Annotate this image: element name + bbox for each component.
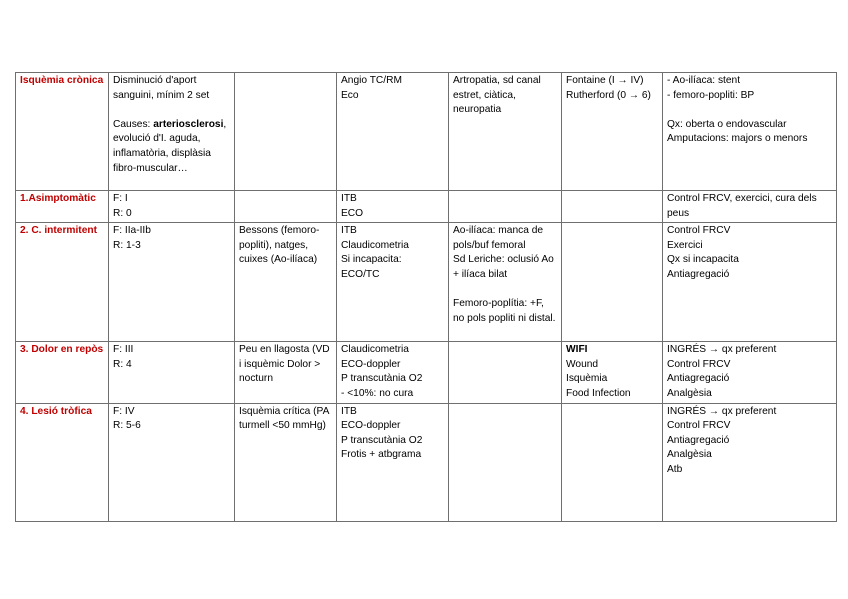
cell-line: ITB: [341, 225, 357, 237]
ischemia-table: [15, 72, 837, 522]
row-name: 4. Lesió tròfica: [20, 405, 92, 417]
cell-line: Disminució d'aport sanguini, mínim 2 set: [113, 75, 210, 101]
symptom-cell: [235, 223, 337, 342]
cell-line: ECO: [341, 207, 364, 219]
symptom-cell: [235, 342, 337, 403]
cell-line: Peu en llagosta (VD i isquèmic Dolor > nocturn: [239, 344, 333, 385]
cell-line: Claudicometria: [341, 344, 409, 356]
cell-line: WIFI: [566, 344, 588, 356]
cell-line: Qx si incapacita: [667, 254, 739, 266]
cell-line: Fontaine (I → IV): [566, 75, 644, 86]
cell-line: Antiagregació: [667, 268, 730, 280]
cell-line: F: III: [113, 344, 134, 356]
cell-line: Artropatia, sd canal estret, ciàtica, neuropatia: [453, 75, 544, 116]
cell-line: Ao-ilíaca: manca de pols/buf femoral: [453, 225, 546, 251]
row-name: 2. C. intermitent: [20, 225, 97, 237]
cell-line: Isquèmia: [566, 373, 608, 385]
cell-line: Angio TC/RM: [341, 75, 402, 86]
row-header-cell: [16, 191, 109, 223]
classification-cell: [562, 403, 663, 521]
table-row: [16, 342, 837, 403]
treatment-cell: [663, 342, 837, 403]
cell-line: Control FRCV: [667, 420, 731, 432]
cell-line: Eco: [341, 89, 359, 101]
classification-cell: [562, 73, 663, 191]
diagnosis-cell: [337, 403, 449, 521]
row-name: 3. Dolor en repòs: [20, 344, 104, 356]
cell-line: Control FRCV, exercici, cura dels peus: [667, 193, 820, 219]
definition-cell: [109, 191, 235, 223]
cell-line: Antiagregació: [667, 434, 730, 446]
cell-line: R: 1-3: [113, 239, 141, 251]
cell-line: ECO/TC: [341, 268, 380, 280]
cell-line: Control FRCV: [667, 225, 731, 237]
diagnosis-cell: [337, 342, 449, 403]
diagnosis-cell: [337, 191, 449, 223]
definition-cell: [109, 223, 235, 342]
treatment-cell: [663, 223, 837, 342]
diagnosis-cell: [337, 73, 449, 191]
treatment-cell: [663, 191, 837, 223]
cell-line: Sd Leriche: oclusió Ao + ilíaca bilat: [453, 254, 557, 280]
cell-line: ITB: [341, 193, 357, 204]
definition-cell: [109, 342, 235, 403]
treatment-cell: [663, 73, 837, 191]
treatment-cell: [663, 403, 837, 521]
cell-line: - femoro-popliti: BP: [667, 89, 755, 101]
cell-line: Atb: [667, 463, 683, 475]
row-name: Isquèmia crònica: [20, 75, 104, 86]
cell-line: Analgèsia: [667, 449, 712, 461]
differential-cell: [449, 73, 562, 191]
cell-line: F: I: [113, 193, 128, 204]
cell-line: INGRÉS → qx preferent: [667, 344, 777, 356]
cell-line: Femoro-poplítia: +F, no pols popliti ni distal.: [453, 298, 556, 324]
cell-line: Food Infection: [566, 387, 631, 399]
cell-line: ECO-doppler: [341, 420, 401, 432]
row-header-cell: [16, 342, 109, 403]
row-header-cell: [16, 403, 109, 521]
classification-cell: [562, 191, 663, 223]
differential-cell: [449, 223, 562, 342]
table-row: [16, 191, 837, 223]
cell-line: ITB: [341, 405, 357, 417]
cell-line: Claudicometria: [341, 239, 409, 251]
cell-line: - <10%: no cura: [341, 387, 414, 399]
symptom-cell: [235, 73, 337, 191]
cell-line: - Ao-ilíaca: stent: [667, 75, 741, 86]
causes-line: Causes: arteriosclerosi, evolució d'I. aguda, inflamatòria, displàsia fibro-muscular…: [113, 118, 230, 174]
cell-line: F: IIa-IIb: [113, 225, 151, 237]
cell-line: Exercici: [667, 239, 703, 251]
definition-cell: [109, 403, 235, 521]
classification-cell: [562, 223, 663, 342]
symptom-cell: [235, 191, 337, 223]
table-row: [16, 73, 837, 191]
differential-cell: [449, 191, 562, 223]
row-header-cell: [16, 223, 109, 342]
definition-cell: [109, 73, 235, 191]
cell-line: INGRÉS → qx preferent: [667, 405, 777, 417]
differential-cell: [449, 403, 562, 521]
table-row: [16, 223, 837, 342]
cell-line: Wound: [566, 358, 599, 370]
cell-line: Bessons (femoro-popliti), natges, cuixes (Ao-ilíaca): [239, 225, 320, 266]
cell-line: Si incapacita:: [341, 254, 402, 266]
cell-line: Amputacions: majors o menors: [667, 133, 808, 145]
differential-cell: [449, 342, 562, 403]
classification-cell: [562, 342, 663, 403]
cell-line: Analgèsia: [667, 387, 712, 399]
diagnosis-cell: [337, 223, 449, 342]
cell-line: R: 0: [113, 207, 132, 219]
cell-line: R: 4: [113, 358, 132, 370]
table-row: [16, 403, 837, 521]
cell-line: Frotis + atbgrama: [341, 449, 422, 461]
cell-line: F: IV: [113, 405, 135, 417]
row-header-cell: [16, 73, 109, 191]
cell-line: R: 5-6: [113, 420, 141, 432]
cell-line: Qx: oberta o endovascular: [667, 118, 787, 130]
cell-line: Control FRCV: [667, 358, 731, 370]
cell-line: ECO-doppler: [341, 358, 401, 370]
cell-line: P transcutània O2: [341, 373, 423, 385]
cell-line: Rutherford (0 → 6): [566, 89, 651, 101]
row-name: 1.Asimptomàtic: [20, 193, 96, 204]
cell-line: Isquèmia crítica (PA turmell <50 mmHg): [239, 405, 332, 432]
cell-line: P transcutània O2: [341, 434, 423, 446]
symptom-cell: [235, 403, 337, 521]
cell-line: Antiagregació: [667, 373, 730, 385]
